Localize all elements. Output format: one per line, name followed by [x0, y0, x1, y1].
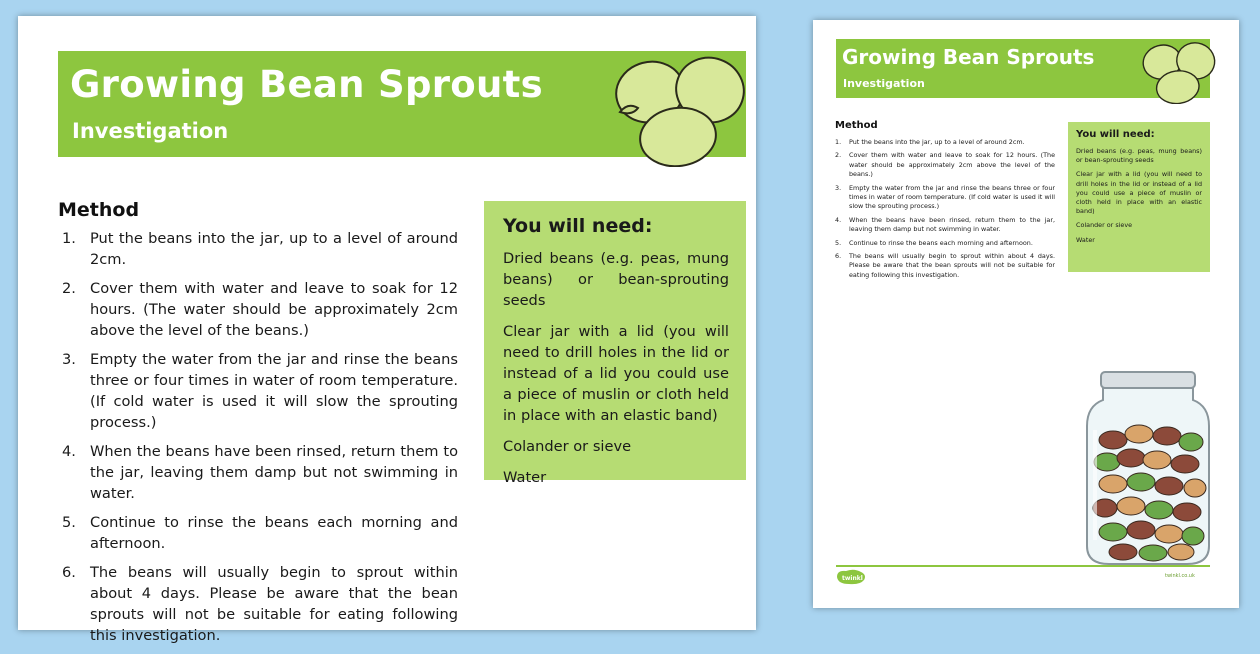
footer-divider: [836, 565, 1210, 567]
method-step: 3. Empty the water from the jar and rinse the beans three or four times in water of room temperature. (If cold water is used it will slow the sprouting process.): [835, 183, 1055, 211]
need-heading: You will need:: [1076, 129, 1155, 140]
method-step: 2. Cover them with water and leave to soak for 12 hours. (The water should be approximately 2cm above the level of the beans.): [835, 151, 1055, 179]
you-will-need-box: [484, 201, 746, 486]
method-heading: Method: [58, 199, 140, 221]
need-item: Dried beans (e.g. peas, mung beans) or bean-sprouting seeds: [503, 250, 729, 309]
need-items-list: [1076, 147, 1202, 250]
need-item: Colander or sieve: [503, 438, 632, 455]
method-steps-list: [835, 138, 1055, 284]
method-step: 1. Put the beans into the jar, up to a level of around 2cm.: [62, 230, 458, 268]
page-title: Growing Bean Sprouts: [70, 63, 543, 106]
method-step: 4. When the beans have been rinsed, return them to the jar, leaving them damp but not swimming in water.: [62, 443, 458, 502]
method-steps-list: [62, 228, 458, 654]
bean-jar-illustration: [1073, 370, 1223, 570]
need-items-list: [503, 248, 729, 498]
need-item: Clear jar with a lid (you will need to drill holes in the lid or instead of a lid you could use a piece of muslin or cloth held in place with an elastic band): [1076, 170, 1202, 216]
footer-url: twinkl.co.uk: [1165, 573, 1195, 579]
method-step: 5. Continue to rinse the beans each morning and afternoon.: [62, 514, 458, 552]
bean-cluster-icon: [1133, 34, 1217, 104]
need-heading: You will need:: [503, 215, 653, 237]
page-subtitle: Investigation: [843, 77, 925, 90]
method-step: 1. Put the beans into the jar, up to a level of around 2cm.: [835, 138, 1025, 146]
preview-page-large: [18, 16, 756, 644]
preview-page-small: [813, 20, 1239, 608]
method-step: 2. Cover them with water and leave to soak for 12 hours. (The water should be approximately 2cm above the level of the beans.): [62, 280, 458, 339]
need-item: Colander or sieve: [1076, 221, 1133, 230]
need-item: Water: [503, 469, 547, 486]
need-item: Clear jar with a lid (you will need to drill holes in the lid or instead of a lid you could use a piece of muslin or cloth held in place with an elastic band): [503, 323, 729, 424]
method-heading: Method: [835, 120, 878, 131]
twinkl-logo-icon: [834, 568, 868, 586]
method-step: 5. Continue to rinse the beans each morning and afternoon.: [835, 238, 1033, 247]
page-subtitle: Investigation: [72, 119, 229, 143]
page-title: Growing Bean Sprouts: [842, 45, 1095, 69]
need-item: Dried beans (e.g. peas, mung beans) or bean-sprouting seeds: [1076, 147, 1202, 165]
method-step: 6. The beans will usually begin to sprout within about 4 days. Please be aware that the bean sprouts will not be suitable for eating following this investigation.: [835, 252, 1055, 279]
svg-text:twinkl: twinkl: [842, 575, 863, 582]
bean-cluster-icon: [598, 42, 748, 167]
need-item: Water: [1076, 235, 1095, 244]
you-will-need-box: [1068, 122, 1210, 272]
method-step: 3. Empty the water from the jar and rinse the beans three or four times in water of room temperature. (If cold water is used it will slow the sprouting process.): [62, 351, 458, 431]
method-step: 4. When the beans have been rinsed, return them to the jar, leaving them damp but not swimming in water.: [835, 215, 1055, 234]
method-step: 6. The beans will usually begin to sprout within about 4 days. Please be aware that the bean sprouts will not be suitable for eating following this investigation.: [62, 564, 458, 644]
